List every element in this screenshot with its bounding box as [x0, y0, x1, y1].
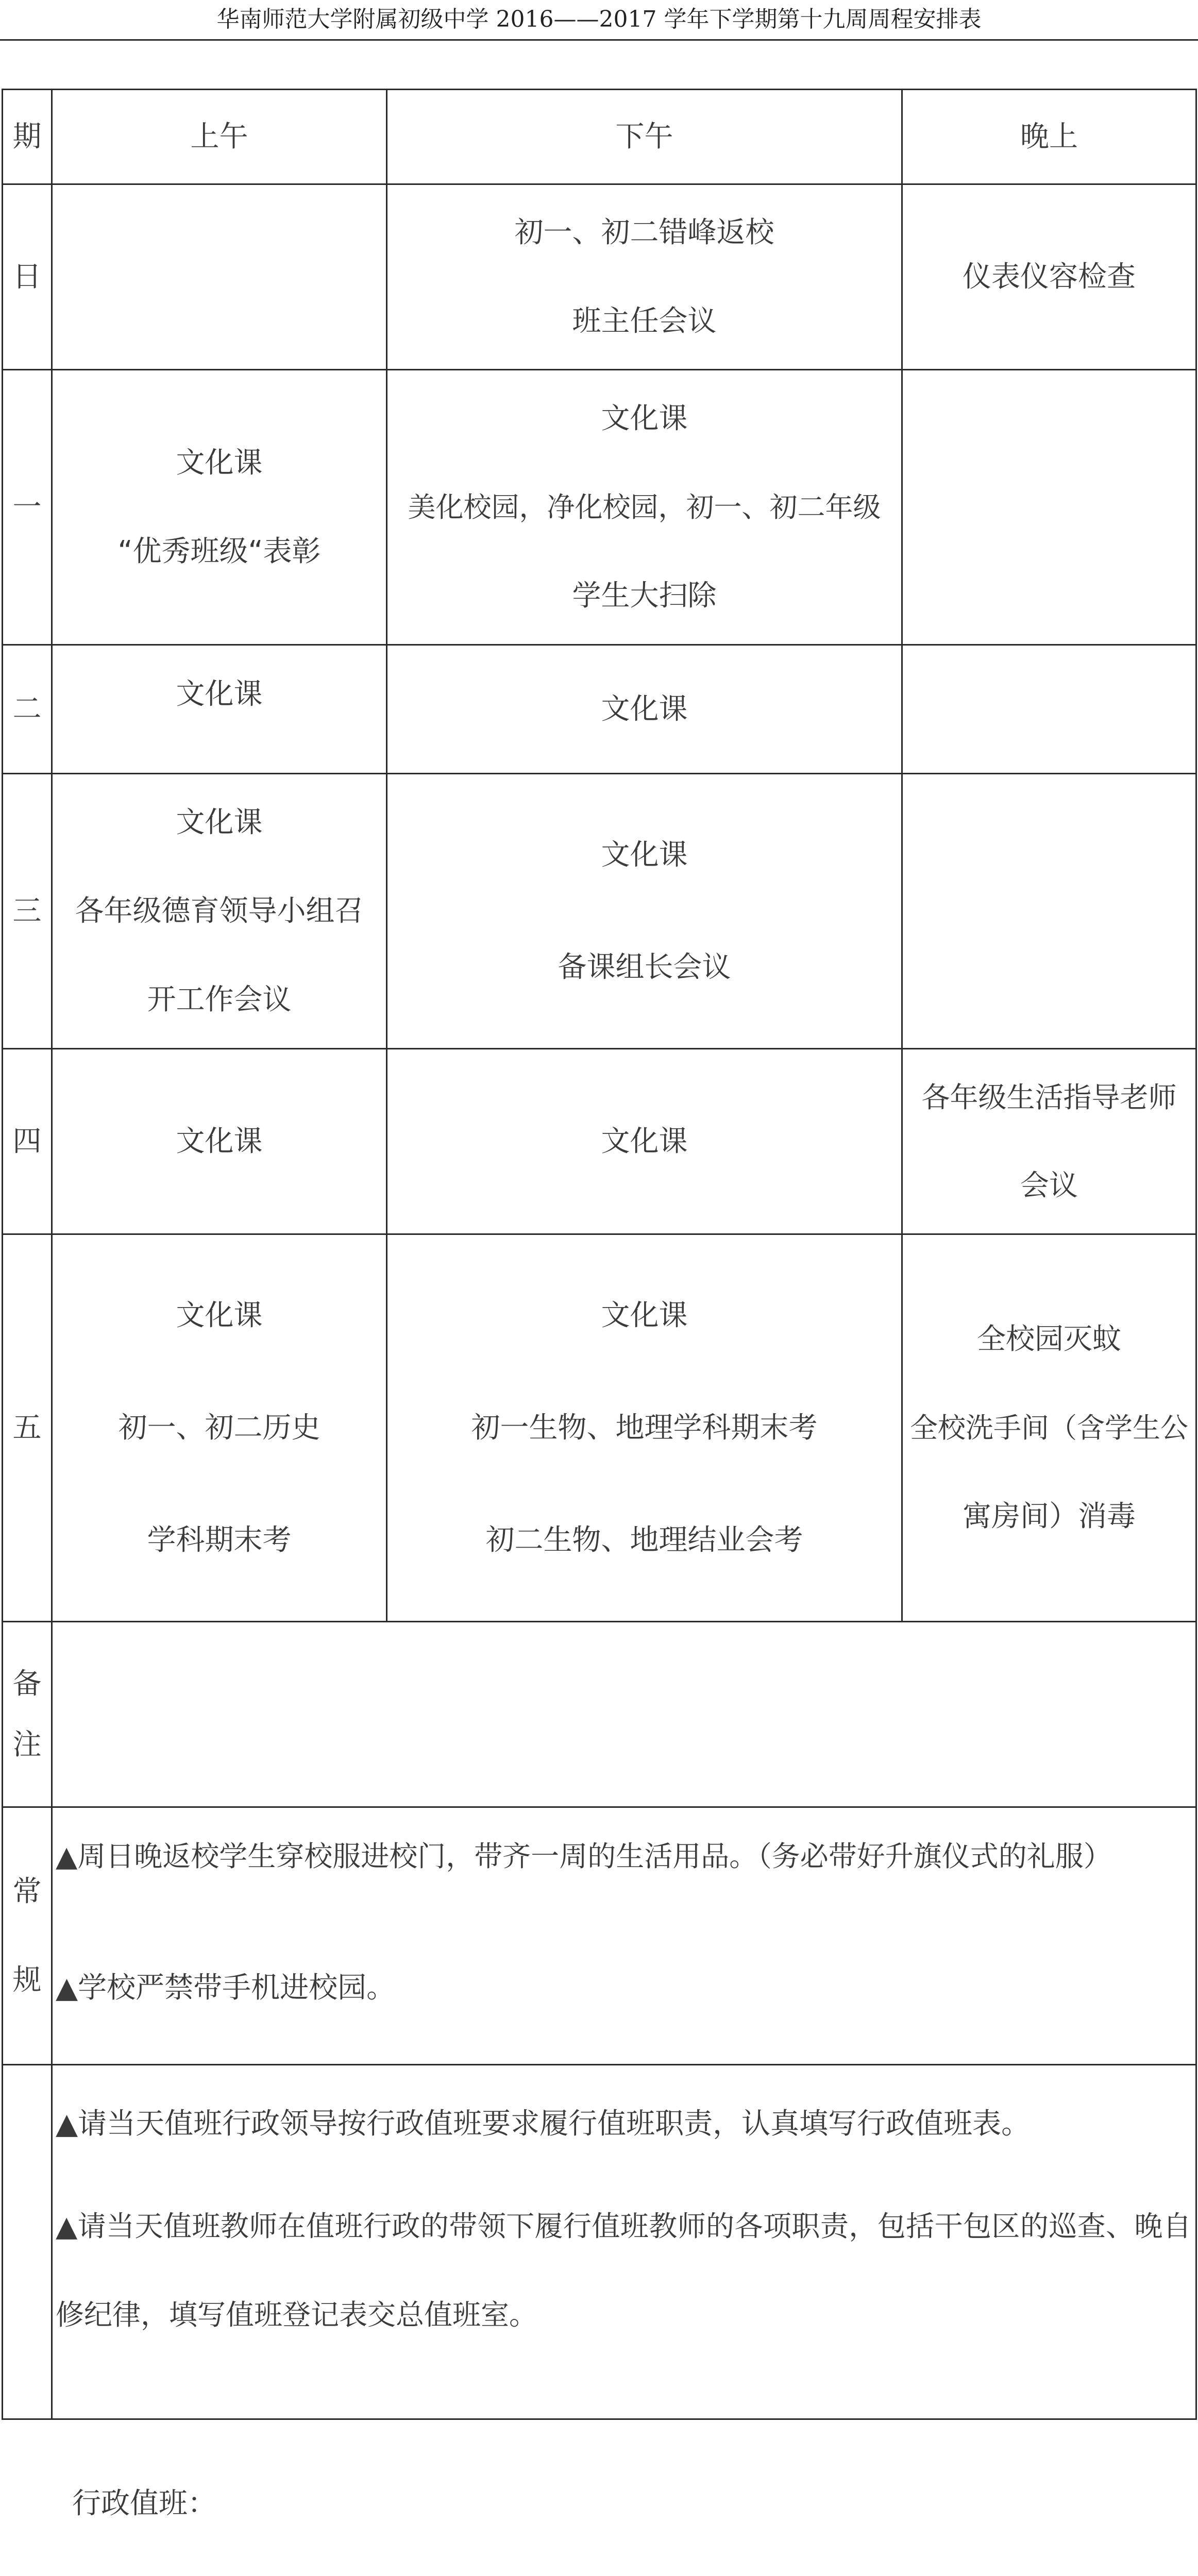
- afternoon-cell: [387, 370, 902, 645]
- header-day: 期: [3, 90, 52, 184]
- cell-text: 初一、初二历史: [118, 1411, 320, 1445]
- document-title: 华南师范大学附属初级中学 2016——2017 学年下学期第十九周周程安排表: [216, 6, 982, 32]
- cell-text: 文化课: [601, 401, 688, 435]
- cell-text: 备课组长会议: [558, 950, 731, 984]
- cell-text: 全校园灭蚊: [977, 1322, 1121, 1356]
- cell-text: 会议: [1020, 1168, 1078, 1202]
- routine-item: ▲周日晚返校学生穿校服进校门，带齐一周的生活用品。（务必带好升旗仪式的礼服）: [56, 1840, 1112, 1873]
- cell-text: 注: [12, 1727, 42, 1761]
- cell-text: 寓房间）消毒: [963, 1499, 1136, 1533]
- cell-text: 开工作会议: [147, 982, 292, 1016]
- row-duty-notes: [3, 2065, 1196, 2419]
- evening-cell: [902, 1049, 1196, 1234]
- cell-text: 文化课: [176, 446, 263, 480]
- afternoon-cell: 文化课: [387, 645, 902, 774]
- day-label: 日: [3, 184, 52, 370]
- morning-cell: [52, 774, 387, 1049]
- morning-cell: [52, 184, 387, 370]
- day-label: 一: [3, 370, 52, 645]
- morning-cell: [52, 370, 387, 645]
- row-routine: [3, 1807, 1196, 2065]
- cell-text: 备: [12, 1667, 42, 1701]
- cell-text: “优秀班级“表彰: [117, 534, 321, 568]
- cell-text: 文化课: [176, 1298, 263, 1332]
- cell-text: 初二生物、地理结业会考: [485, 1523, 803, 1557]
- cell-text: 班主任会议: [572, 304, 717, 338]
- cell-text: 各年级生活指导老师: [921, 1080, 1177, 1114]
- day-label: 四: [3, 1049, 52, 1234]
- row-wednesday: [3, 774, 1196, 1049]
- cell-text: 初一生物、地理学科期末考: [471, 1411, 818, 1445]
- row-remarks: [3, 1622, 1196, 1807]
- duty-note: ▲请当天值班行政领导按行政值班要求履行值班职责，认真填写行政值班表。: [56, 2107, 1031, 2141]
- cell-text: 初一、初二错峰返校: [514, 215, 774, 249]
- cell-text: 各年级德育领导小组召: [75, 894, 364, 928]
- evening-cell: [902, 184, 1196, 370]
- cell-text: 文化课: [176, 805, 263, 839]
- morning-cell: [52, 1234, 387, 1622]
- evening-cell: [902, 370, 1196, 645]
- row-friday: [3, 1234, 1196, 1622]
- routine-content: [52, 1807, 1196, 2065]
- day-label: 三: [3, 774, 52, 1049]
- row-thursday: [3, 1049, 1196, 1234]
- remarks-label: [3, 1622, 52, 1807]
- morning-cell: [52, 645, 387, 774]
- row-tuesday: [3, 645, 1196, 774]
- routine-label: [3, 1807, 52, 2065]
- afternoon-cell: [387, 184, 902, 370]
- cell-text: 文化课: [176, 677, 263, 711]
- day-label: 五: [3, 1234, 52, 1622]
- cell-text: 常: [12, 1874, 42, 1908]
- evening-cell: [902, 645, 1196, 774]
- routine-item: ▲学校严禁带手机进校园。: [56, 1971, 396, 2005]
- afternoon-cell: [387, 774, 902, 1049]
- duty-notes-content: [52, 2065, 1196, 2419]
- weekly-schedule-table: [2, 89, 1197, 2420]
- header-morning: 上午: [52, 90, 387, 184]
- row-monday: [3, 370, 1196, 645]
- cell-text: 文化课: [601, 1298, 688, 1332]
- header-row: [3, 90, 1196, 184]
- row-sunday: [3, 184, 1196, 370]
- cell-text: 全校洗手间（含学生公: [910, 1411, 1188, 1444]
- afternoon-cell: 文化课: [387, 1049, 902, 1234]
- cell-text: 学生大扫除: [572, 579, 717, 613]
- duty-notes-label: [3, 2065, 52, 2419]
- evening-cell: [902, 774, 1196, 1049]
- header-evening: 晚上: [902, 90, 1196, 184]
- admin-duty-label: 行政值班：: [72, 2487, 216, 2520]
- day-label: 二: [3, 645, 52, 774]
- cell-text: 美化校园，净化校园，初一、初二年级: [408, 490, 881, 523]
- header-afternoon: 下午: [387, 90, 902, 184]
- remarks-content: [52, 1622, 1196, 1807]
- afternoon-cell: [387, 1234, 902, 1622]
- cell-text: 文化课: [601, 838, 688, 872]
- duty-note: ▲请当天值班教师在值班行政的带领下履行值班教师的各项职责，包括干包区的巡查、晚自修纪律，填写值班登记表交总值班室。: [56, 2210, 1191, 2331]
- cell-text: 规: [12, 1963, 42, 1997]
- morning-cell: 文化课: [52, 1049, 387, 1234]
- evening-cell: [902, 1234, 1196, 1622]
- cell-text: 学科期末考: [147, 1523, 292, 1557]
- title-underline: [0, 39, 1198, 41]
- cell-text: 仪表仪容检查: [963, 260, 1136, 294]
